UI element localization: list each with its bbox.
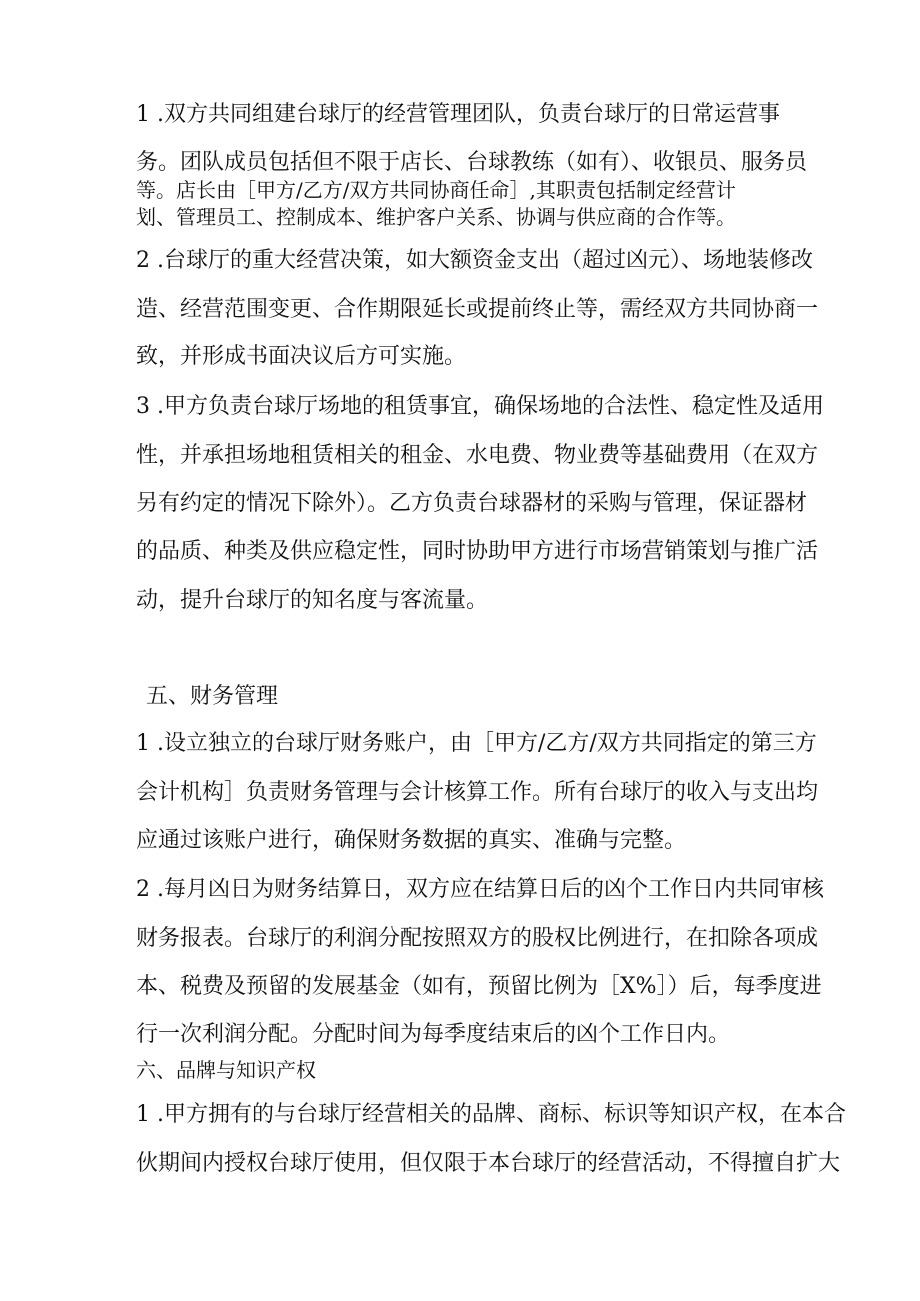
paragraph-4-1-line-3: 等。店长由［甲方/乙方/双方共同协商任命］,其职责包括制定经营计	[136, 178, 736, 202]
paragraph-4-3-line-5: 动，提升台球厅的知名度与客流量。	[136, 588, 489, 613]
paragraph-5-1-line-3: 应通过该账户进行，确保财务数据的真实、准确与完整。	[136, 828, 687, 853]
paragraph-4-1-line-2: 务。团队成员包括但不限于店长、台球教练（如有）、收银员、服务员	[136, 150, 808, 175]
section-heading-brand-ip: 六、品牌与知识产权	[136, 1058, 316, 1082]
paragraph-4-3-line-3: 另有约定的情况下除外）。乙方负责台球器材的采购与管理，保证器材	[136, 491, 808, 516]
paragraph-4-2-line-3: 致，并形成书面决议后方可实施。	[136, 344, 467, 369]
paragraph-4-3-line-2: 性，并承担场地租赁相关的租金、水电费、物业费等基础费用（在双方	[136, 443, 819, 468]
paragraph-5-2-line-2: 财务报表。台球厅的利润分配按照双方的股权比例进行，在扣除各项成	[136, 926, 819, 951]
section-heading-finance: 五、财务管理	[146, 684, 279, 709]
paragraph-6-1-line-1: 1 .甲方拥有的与台球厅经营相关的品牌、商标、标识等知识产权，在本合	[136, 1102, 846, 1127]
paragraph-5-1-line-2: 会计机构］负责财务管理与会计核算工作。所有台球厅的收入与支出均	[136, 780, 819, 805]
paragraph-5-1-line-1: 1 .设立独立的台球厅财务账户，由［甲方/乙方/双方共同指定的第三方	[136, 731, 817, 756]
paragraph-6-1-line-2: 伙期间内授权台球厅使用，但仅限于本台球厅的经营活动，不得擅自扩大	[136, 1151, 841, 1176]
paragraph-4-3-line-4: 的品质、种类及供应稳定性，同时协助甲方进行市场营销策划与推广活	[136, 539, 819, 564]
paragraph-4-1-line-4: 划、管理员工、控制成本、维护客户关系、协调与供应商的合作等。	[136, 205, 736, 229]
paragraph-4-2-line-2: 造、经营范围变更、合作期限延长或提前终止等，需经双方共同协商一	[136, 297, 819, 322]
paragraph-4-3-line-1: 3 .甲方负责台球厅场地的租赁事宜，确保场地的合法性、稳定性及适用	[136, 394, 824, 419]
paragraph-4-1-line-1: 1 .双方共同组建台球厅的经营管理团队，负责台球厅的日常运营事	[136, 102, 780, 127]
paragraph-4-2-line-1: 2 .台球厅的重大经营决策，如大额资金支出（超过凶元）、场地装修改	[136, 248, 813, 273]
paragraph-5-2-line-4: 行一次利润分配。分配时间为每季度结束后的凶个工作日内。	[136, 1022, 731, 1047]
paragraph-5-2-line-3: 本、税费及预留的发展基金（如有，预留比例为［X%］）后，每季度进	[136, 974, 822, 999]
paragraph-5-2-line-1: 2 .每月凶日为财务结算日，双方应在结算日后的凶个工作日内共同审核	[136, 877, 824, 902]
